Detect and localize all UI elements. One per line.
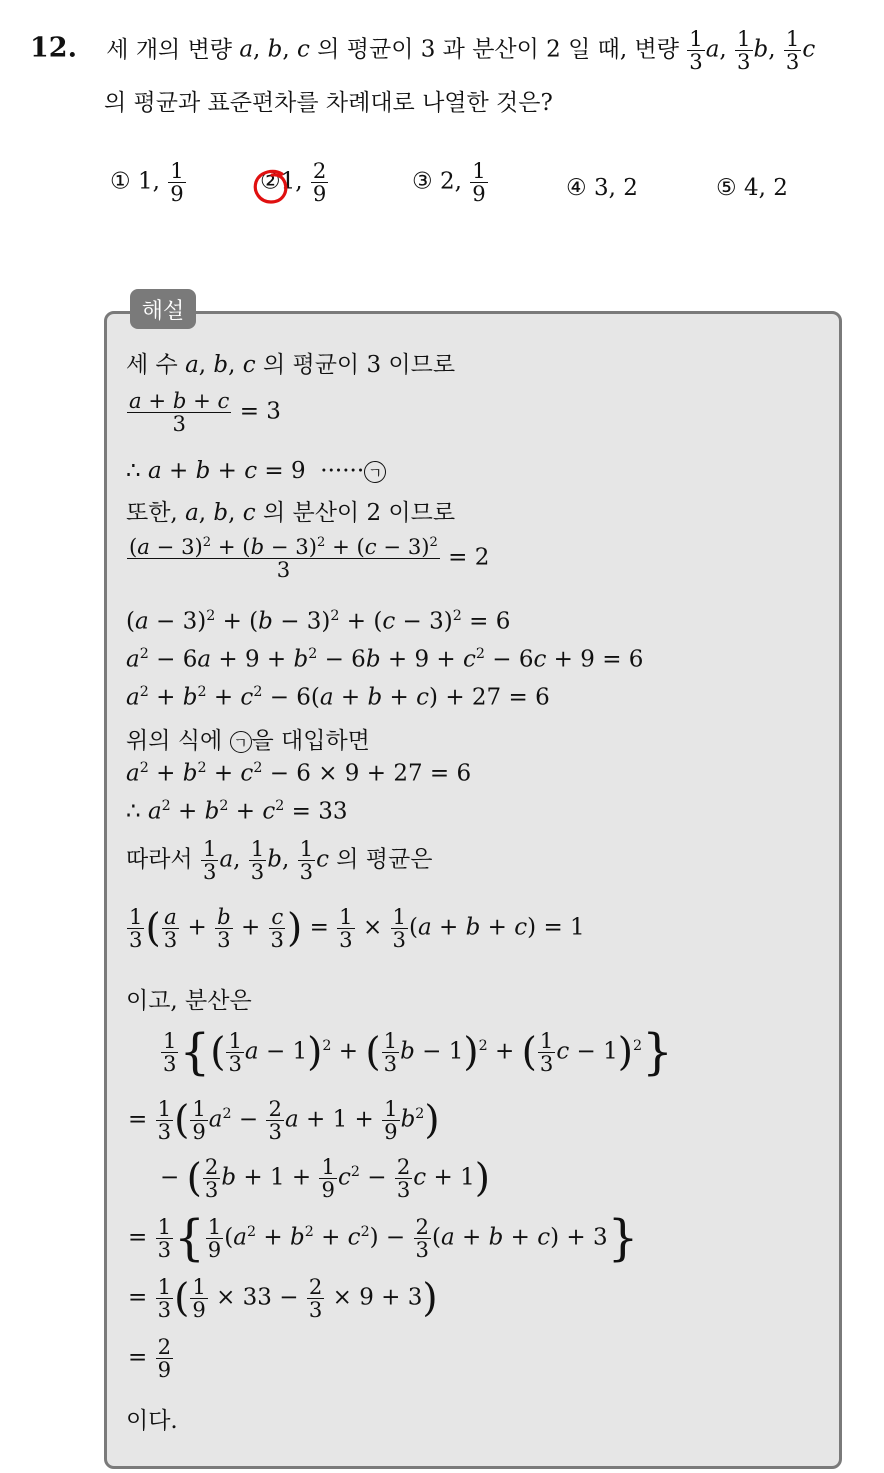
sol-line-11: ∴ $a^2 + b^2 + c^2 = 33$ [126, 798, 348, 825]
question-text-2: 의 평균이 3 과 분산이 2 일 때, 변량 [317, 36, 679, 63]
question-line-1: 12. 세 개의 변량 a, b, c 의 평균이 3 과 분산이 2 일 때, 변량 $\frac{1}{3}$ a, $\frac{1}{3}$ b, $\frac{1}{3}$ c [30, 26, 816, 75]
sol-line-15: $\frac{1}{3}$ {( $\frac{1}{3}$ a − 1)$^2$ + ( $\frac{1}{3}$ b − 1)$^2$ + ( $\frac{1}{3}$ c − 1)$^2$} [163, 1024, 673, 1081]
choice-4[interactable]: ④ 3, 2 [566, 175, 638, 201]
sol-line-6: $(a - 3)^2 + (b - 3)^2 + (c - 3)^2 = 6$ [126, 608, 511, 635]
sol-line-9: 위의 식에 ㄱ 을 대입하면 [126, 728, 370, 754]
sol-line-8: $a^2 + b^2 + c^2 - 6(a + b + c) + 27 = 6$ [126, 684, 550, 711]
sol-line-19: = $\frac{1}{3}$ ( $\frac{1}{9}$ × 33 − $\frac{2}{3}$ × 9 + 3) [128, 1274, 438, 1323]
sol-line-5: $\frac{(a - 3)^2 + (b - 3)^2 + (c - 3)^2}{3}$ = 2 [129, 534, 490, 583]
choice-2[interactable]: ②1, $\frac{2}{9}$ [260, 158, 327, 207]
choice-5[interactable]: ⑤ 4, 2 [716, 175, 788, 201]
sol-line-3: ∴ a + b + c = 9 ······ ㄱ [126, 458, 386, 484]
sol-line-4: 또한, a, b, c 의 분산이 2 이므로 [126, 500, 456, 526]
sol-line-14: 이고, 분산은 [126, 988, 252, 1014]
sol-line-2: $\frac{a + b + c}{3}$ = 3 [129, 388, 281, 437]
sol-end: 이다. [126, 1408, 178, 1434]
sol-line-16: = $\frac{1}{3}$ ( $\frac{1}{9}$ $a^2$ − $\frac{2}{3}$ a + 1 + $\frac{1}{9}$ $b^2$) [128, 1096, 440, 1145]
sol-line-10: $a^2 + b^2 + c^2 - 6 \times 9 + 27 = 6$ [126, 760, 472, 787]
sol-line-12: 따라서 $\frac{1}{3}$ a, $\frac{1}{3}$ b, $\frac{1}{3}$ c 의 평균은 [126, 836, 433, 885]
sol-line-1: 세 수 a, b, c 의 평균이 3 이므로 [126, 352, 456, 378]
sol-line-17: − ( $\frac{2}{3}$ b + 1 + $\frac{1}{9}$ $c^2$ − $\frac{2}{3}$ c + 1) [160, 1154, 490, 1203]
sol-line-7: $a^2 - 6a + 9 + b^2 - 6b + 9 + c^2 - 6c + 9 = 6$ [126, 646, 644, 673]
selected-answer-circle-mark [252, 168, 292, 206]
choice-3[interactable]: ③ 2, $\frac{1}{9}$ [412, 158, 486, 207]
solution-label: 해설 [130, 289, 196, 329]
question-number: 12. [30, 32, 77, 64]
question-text-3: 의 평균과 표준편차를 차례대로 나열한 것은? [104, 90, 553, 116]
question-text-1: 세 개의 변량 [106, 36, 233, 63]
choice-1[interactable]: ① 1, $\frac{1}{9}$ [110, 158, 184, 207]
sol-line-20: = $\frac{2}{9}$ [128, 1334, 172, 1383]
sol-line-18: = $\frac{1}{3}$ { $\frac{1}{9}$ $(a^2 + b^2 + c^2)$ − $\frac{2}{3}$ (a + b + c) + 3} [128, 1210, 639, 1267]
sol-line-13: $\frac{1}{3}$ ( $\frac{a}{3}$ + $\frac{b}{3}$ + $\frac{c}{3}$ ) = $\frac{1}{3}$ × $\frac{1}{3}$ (a + b + c) = 1 [129, 904, 585, 953]
